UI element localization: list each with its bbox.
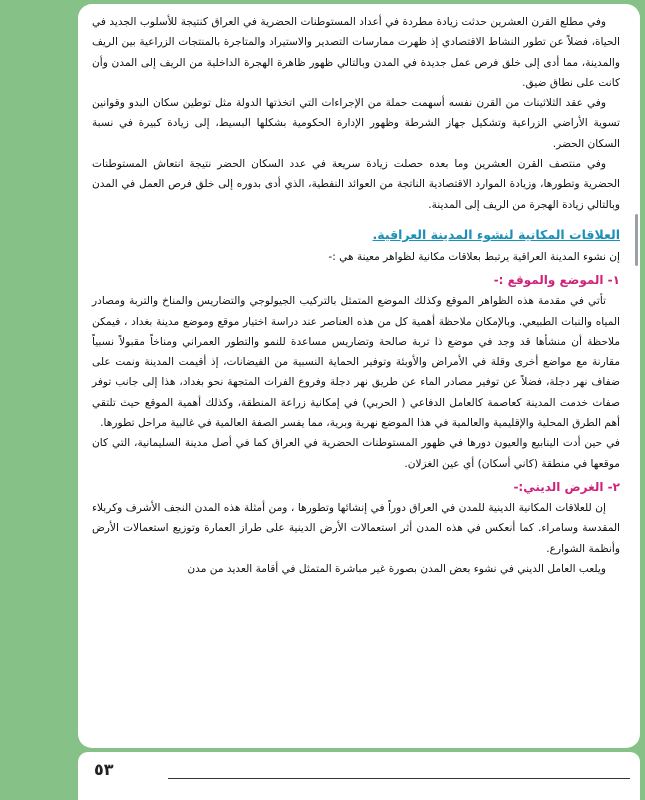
subsection-title-location: ١- الموضع والموقع :- [493, 273, 620, 288]
section-intro: إن نشوء المدينة العراقية يرتبط بعلاقات مكانية لظواهر معينة هي :- [328, 250, 620, 263]
section-title: العلاقات المكانية لنشوء المدينة العراقية. [372, 226, 620, 242]
paragraph: وفي عقد الثلاثينات من القرن نفسه أسهمت حملة من الإجراءات التي اتخذتها الدولة مثل توطين سكان البدو وقوانين تسوية الأراضي الزراعية وتشكيل جهاز الشرطة وظهور الإدارة الحكومية بشكلها البسيط، إلى زيادة كبيرة في نسبة السكان الحضر. [92, 97, 620, 150]
scrollbar-thumb[interactable] [635, 214, 638, 266]
page-number: ٥٣ [94, 760, 114, 779]
document-page [78, 4, 640, 748]
footer-divider [168, 778, 630, 779]
scrollbar[interactable] [634, 24, 638, 724]
paragraph: وفي مطلع القرن العشرين حدثت زيادة مطردة في أعداد المستوطنات الحضرية في العراق كنتيجة للأسلوب الجديد في الحياة، فضلاً عن تطور النشاط الاقتصادي إذ ظهرت ممارسات التصدير والاستيراد والمتاجرة بالمنتجات الزراعية بين الريف والمدينة، مما أدى إلى خلق فرص عمل جديدة في المدن وبالتالي ظهور ظاهرة الهجرة الداخلية من الريف إلى المدن وأن كانت على نطاق ضيق. [92, 16, 620, 89]
paragraph: وفي منتصف القرن العشرين وما بعده حصلت زيادة سريعة في عدد السكان الحضر نتيجة انتعاش المستوطنات الحضرية وتطورها، وزيادة الموارد الاقتصادية الناتجة من العوائد النفطية، الذي أدى بدوره إلى خلق فرص العمل في المدن وبالتالي زيادة الهجرة من الريف إلى المدينة. [92, 158, 620, 211]
paragraph: ويلعب العامل الديني في نشوء بعض المدن بصورة غير مباشرة المتمثل في أقامة العديد من مدن [187, 562, 606, 575]
page-footer [78, 752, 640, 800]
paragraph: تأتي في مقدمة هذه الظواهر الموقع وكذلك الموضع المتمثل بالتركيب الجيولوجي والتضاريس والمناخ والتربة ومصادر المياه والنبات الطبيعي. وبالإمكان ملاحظة أهمية كل من هذه العناصر عند دراسة اختيار موقع وموضع مدينة بغداد ، فيمكن ملاحظة أن منشأها قد وجد في موضع ذا تربة صالحة وتضاريس مساعدة للنمو والتطور العمراني ومناخاً مقبولاً نسبياً مقارنة مع مواضع أخرى وقلة في الأمراض والأوبئة وتوفير الحماية النسبية من الفيضانات، إذ أقيمت المدينة ونمت على ضفاف نهر دجلة، فضلاً عن توفير مصادر الماء عن طريق نهر دجلة وفروع الفرات المتجهة نحو بغداد، هذا إلى جانب توفر صفات خدمت المدينة كعاصمة كالعامل الدفاعي ( الحربي) في إمكانية زراعة المنطقة، وكذلك أهمية الموقع حيث تلتقي أهم الطرق المحلية والإقليمية والعالمية في هذا الموضع نهرية وبرية، مما يفسر الصفة العالمية في غالبية مراحل تطورها. [92, 295, 620, 430]
subsection-title-religious: ٢- الغرض الديني:- [513, 479, 620, 494]
document-content [92, 12, 620, 579]
paragraph: في حين أدت الينابيع والعيون دورها في ظهور المستوطنات الحضرية في العراق كما في أصل مدينة السليمانية، التي كان موقعها في منطقة (كاني أسكان) أي عين الغزلان. [92, 437, 620, 470]
paragraph: إن للعلاقات المكانية الدينية للمدن في العراق دوراً في إنشائها وتطورها ، ومن أمثلة هذه المدن النجف الأشرف وكربلاء المقدسة وسامراء. كما أنعكس في هذه المدن أثر استعمالات الأرض الدينية على طراز العمارة وتوزيع استعمالات الأرض وأنظمة الشوارع. [92, 501, 620, 555]
